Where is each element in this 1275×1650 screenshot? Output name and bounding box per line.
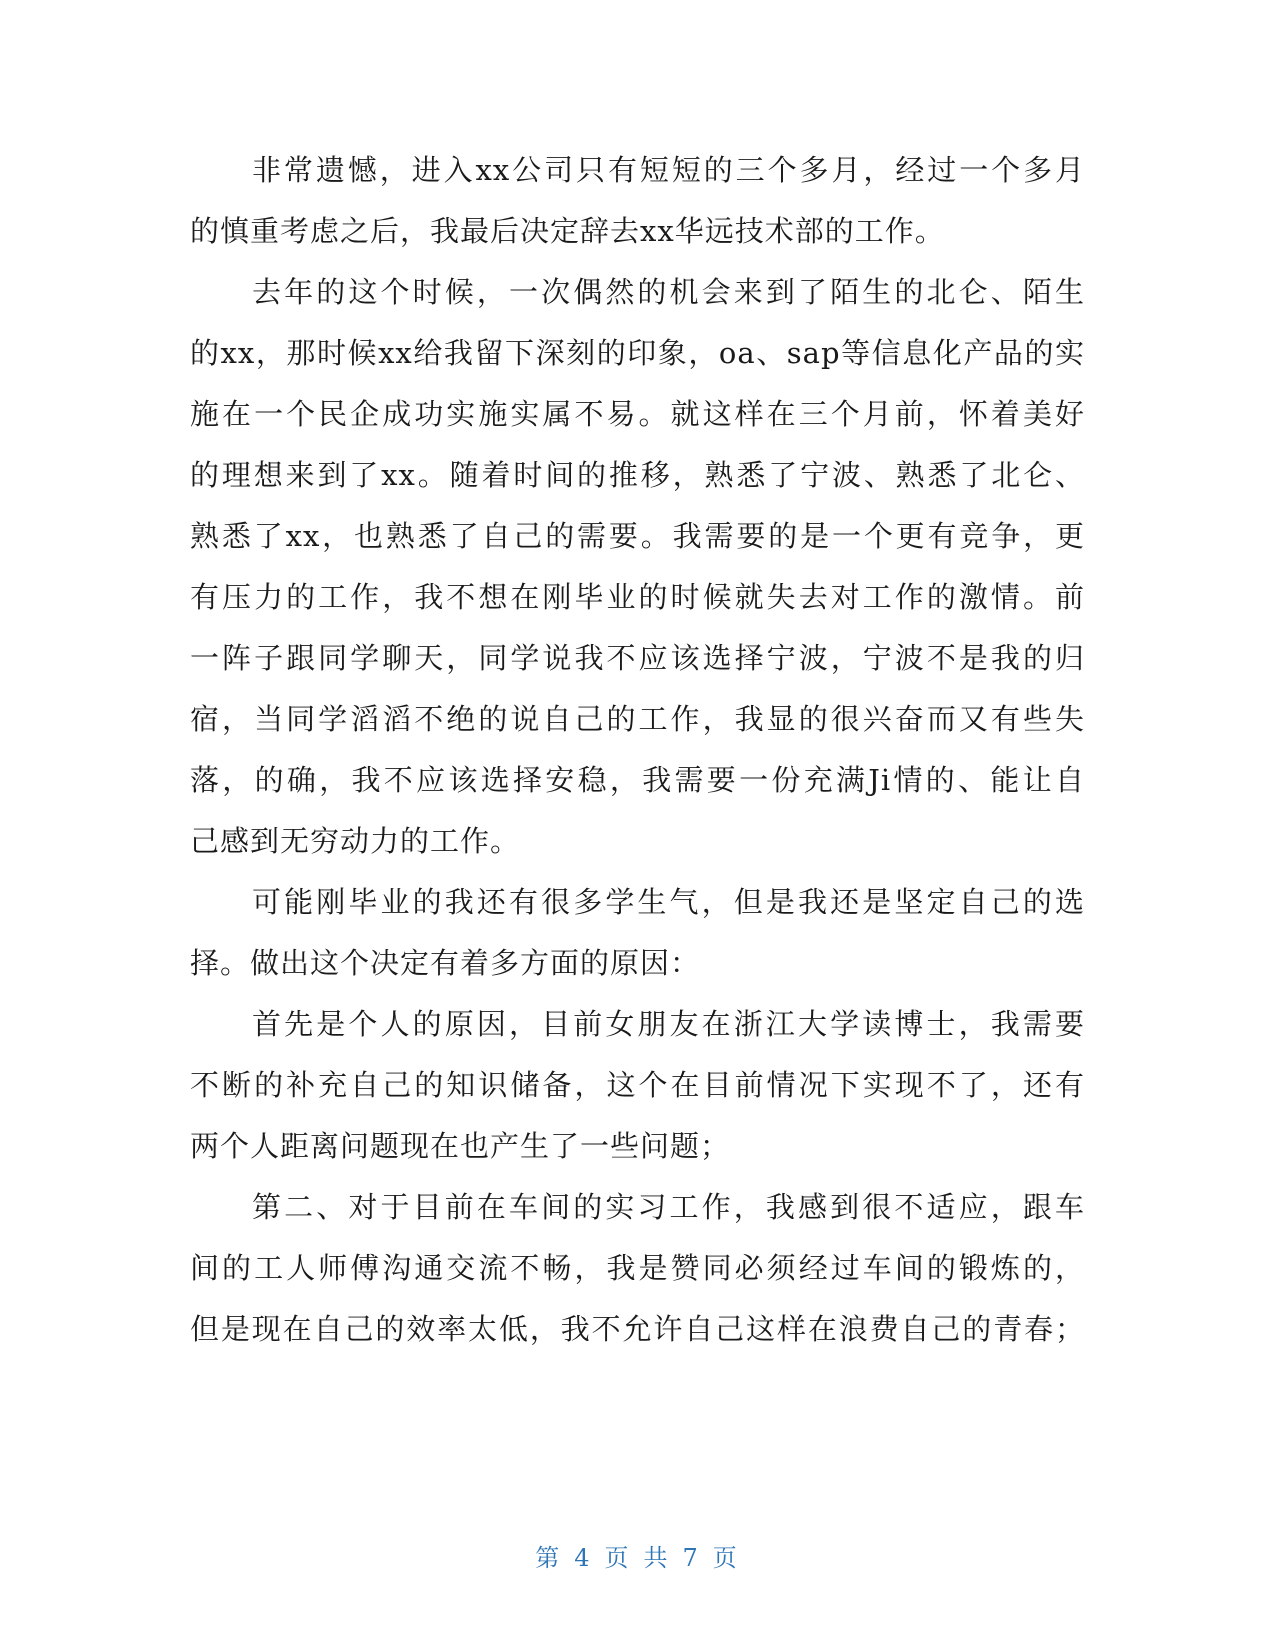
document-body xyxy=(190,140,1085,1360)
paragraph-line: 有压力的工作，我不想在刚毕业的时候就失去对工作的激情。前 xyxy=(190,580,1085,614)
current-page-number: 4 xyxy=(574,1544,593,1572)
paragraph-line: 但是现在自己的效率太低，我不允许自己这样在浪费自己的青春； xyxy=(190,1312,1085,1346)
paragraph-line: 间的工人师傅沟通交流不畅，我是赞同必须经过车间的锻炼的， xyxy=(190,1251,1085,1285)
footer-label-di: 第 xyxy=(535,1544,563,1572)
paragraph-line: 不断的补充自己的知识储备，这个在目前情况下实现不了，还有 xyxy=(190,1068,1085,1102)
paragraph-line: 首先是个人的原因，目前女朋友在浙江大学读博士，我需要 xyxy=(252,1007,1085,1041)
paragraph-3 xyxy=(190,872,1085,994)
paragraph-line: 宿，当同学滔滔不绝的说自己的工作，我显的很兴奋而又有些失 xyxy=(190,702,1085,736)
paragraph-line: 非常遗憾，进入xx公司只有短短的三个多月，经过一个多月 xyxy=(252,153,1085,187)
paragraph-line: 的xx，那时候xx给我留下深刻的印象，oa、sap等信息化产品的实 xyxy=(190,336,1085,370)
paragraph-line: 的慎重考虑之后，我最后决定辞去xx华远技术部的工作。 xyxy=(190,214,945,248)
paragraph-line: 去年的这个时候，一次偶然的机会来到了陌生的北仑、陌生 xyxy=(252,275,1085,309)
total-page-count: 7 xyxy=(682,1544,701,1572)
paragraph-line: 的理想来到了xx。随着时间的推移，熟悉了宁波、熟悉了北仑、 xyxy=(190,458,1085,492)
footer-label-gong: 共 xyxy=(643,1544,671,1572)
paragraph-line: 两个人距离问题现在也产生了一些问题； xyxy=(190,1129,731,1163)
paragraph-4 xyxy=(190,994,1085,1177)
paragraph-line: 施在一个民企成功实施实属不易。就这样在三个月前，怀着美好 xyxy=(190,397,1085,431)
paragraph-line: 一阵子跟同学聊天，同学说我不应该选择宁波，宁波不是我的归 xyxy=(190,641,1085,675)
paragraph-line: 落，的确，我不应该选择安稳，我需要一份充满Ji情的、能让自 xyxy=(190,763,1085,797)
footer-label-ye: 页 xyxy=(604,1544,632,1572)
paragraph-line: 熟悉了xx，也熟悉了自己的需要。我需要的是一个更有竞争，更 xyxy=(190,519,1085,553)
paragraph-line: 第二、对于目前在车间的实习工作，我感到很不适应，跟车 xyxy=(252,1190,1085,1224)
paragraph-line: 择。做出这个决定有着多方面的原因： xyxy=(190,946,701,980)
paragraph-line: 己感到无穷动力的工作。 xyxy=(190,824,521,858)
paragraph-line: 可能刚毕业的我还有很多学生气，但是我还是坚定自己的选 xyxy=(252,885,1085,919)
paragraph-5 xyxy=(190,1177,1085,1360)
paragraph-1 xyxy=(190,140,1085,262)
page-footer xyxy=(0,1538,1275,1573)
footer-label-ye2: 页 xyxy=(712,1544,740,1572)
paragraph-2 xyxy=(190,262,1085,872)
